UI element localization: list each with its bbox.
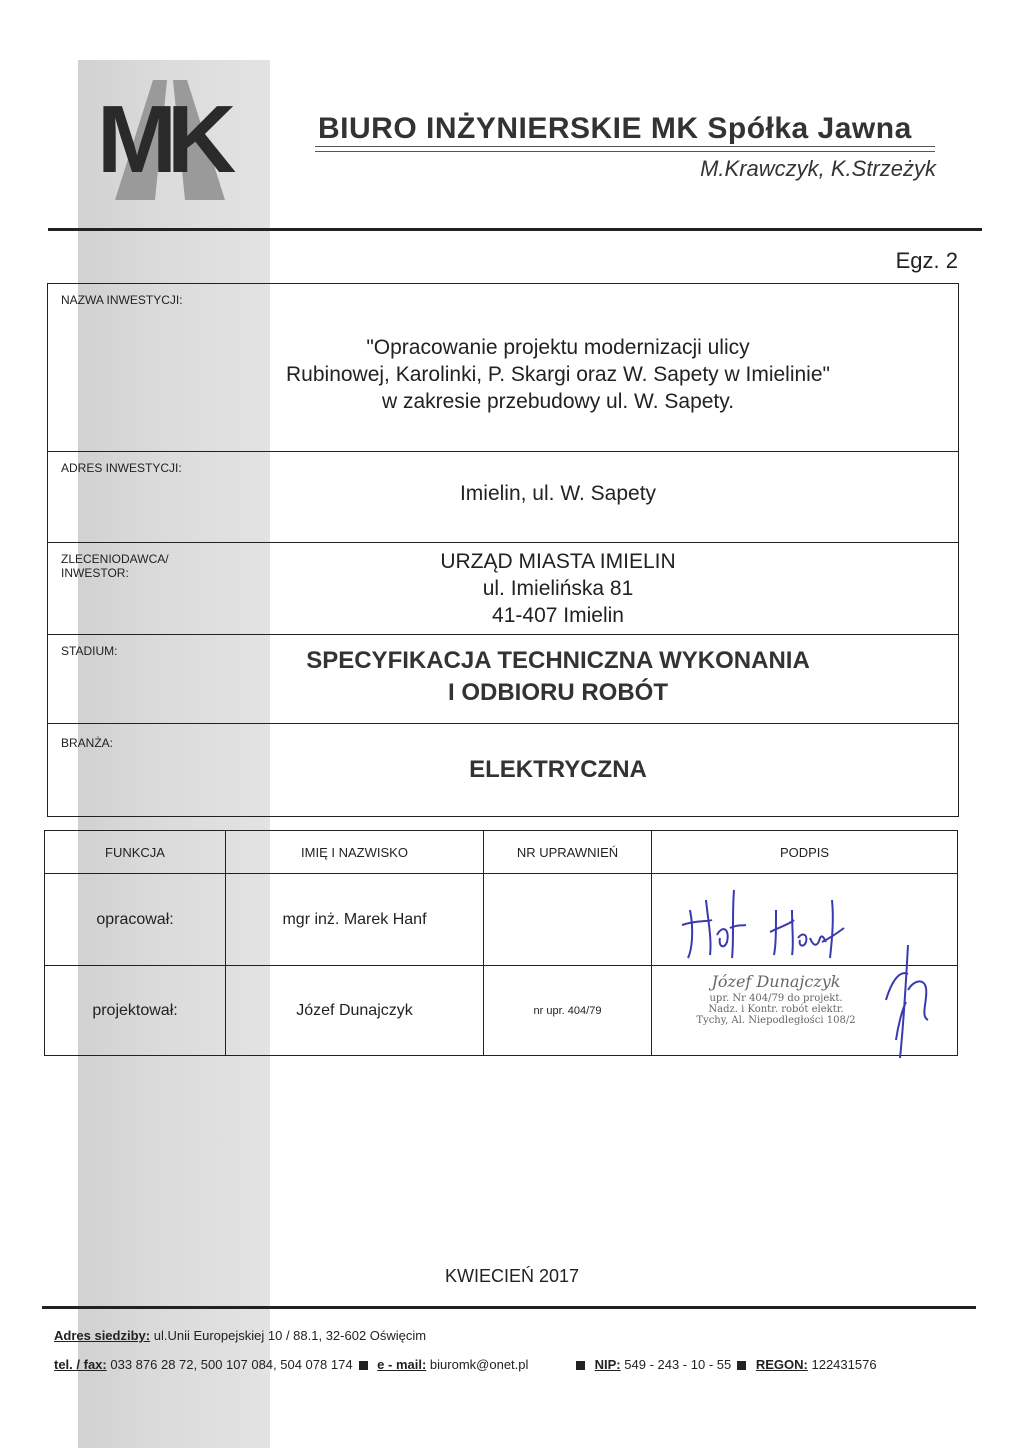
- stage-label: STADIUM:: [61, 644, 118, 658]
- company-name-underline: [315, 146, 935, 152]
- stage-title: SPECYFIKACJA TECHNICZNA WYKONANIA I ODBIORU ROBÓT: [306, 647, 810, 706]
- row2-name: Józef Dunajczyk: [296, 1001, 413, 1019]
- header-divider: [48, 228, 982, 231]
- company-name: BIURO INŻYNIERSKIE MK Spółka Jawna: [318, 112, 912, 145]
- header-function: FUNKCJA: [105, 844, 165, 860]
- header-signature: PODPIS: [779, 844, 830, 860]
- branch-row: [48, 724, 958, 816]
- branch-value: ELEKTRYCZNA: [469, 756, 647, 783]
- investment-name-row: [48, 284, 958, 452]
- professional-stamp: Józef Dunajczyk upr. Nr 404/79 do projekt. Nadz. i Kontr. robót elektr. Tychy, Al. Niepodległości 108/2: [696, 972, 856, 1026]
- row1-function: opracował:: [96, 910, 174, 928]
- document-date: KWIECIEŃ 2017: [444, 1266, 580, 1286]
- header-name: IMIĘ I NAZWISKO: [301, 844, 408, 860]
- row1-name: mgr inż. Marek Hanf: [282, 910, 427, 928]
- project-info-box: [47, 283, 959, 817]
- company-owners: M.Krawczyk, K.Strzeżyk: [700, 156, 936, 181]
- footer-contact: tel. / fax: 033 876 28 72, 500 107 084, 504 078 174 e - mail: biuromk@onet.pl NIP: 549 - 243 - 10 - 55 REGON: 122431576: [54, 1357, 877, 1372]
- signature-dunajczyk: [878, 940, 938, 1060]
- bullet-square-icon: [576, 1361, 585, 1370]
- signature-hanf: [672, 880, 872, 960]
- bullet-square-icon: [737, 1361, 746, 1370]
- investment-name-label: NAZWA INWESTYCJI:: [61, 293, 183, 307]
- footer-divider: [42, 1306, 976, 1309]
- investment-name: "Opracowanie projektu modernizacji ulicy Rubinowej, Karolinki, P. Skargi oraz W. Sapety w Imielinie" w zakresie przebudowy ul. W. Sapety.: [286, 336, 830, 413]
- bullet-square-icon: [359, 1361, 368, 1370]
- email-address: biuromk@onet.pl: [429, 1357, 529, 1372]
- investment-address: Imielin, ul. W. Sapety: [459, 482, 657, 505]
- address-row: [48, 452, 958, 543]
- footer-address: Adres siedziby: ul.Unii Europejskiej 10 / 88.1, 32-602 Oświęcim: [54, 1328, 427, 1343]
- row2-function: projektował:: [92, 1001, 178, 1019]
- row2-license: nr upr. 404/79: [533, 1004, 602, 1017]
- mk-logo: [95, 80, 245, 200]
- client-row: [48, 543, 958, 635]
- stage-row: [48, 635, 958, 724]
- address-label: ADRES INWESTYCJI:: [61, 461, 182, 475]
- client-label: ZLECENIODAWCA/ INWESTOR:: [61, 552, 169, 580]
- client-info: URZĄD MIASTA IMIELIN ul. Imielińska 81 41-407 Imielin: [440, 550, 676, 627]
- branch-label: BRANŻA:: [61, 736, 114, 750]
- header-license: NR UPRAWNIEŃ: [516, 844, 619, 860]
- copy-number: Egz. 2: [895, 248, 958, 273]
- svg-text:MK: MK: [97, 86, 227, 193]
- row1-license: [484, 874, 651, 965]
